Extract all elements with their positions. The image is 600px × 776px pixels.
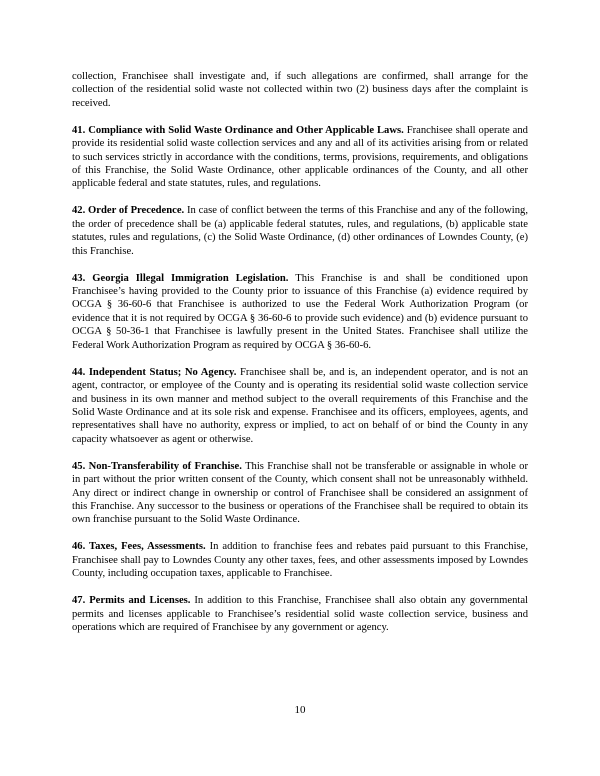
section-47-body: In addition to this Franchise, Franchisee shall also obtain any governmental permits and licenses applicable to Franchisee’s residential solid waste collection service, business and operations which are required of Franchisee by any government or agency. [72,595,528,633]
document-page [72,70,528,648]
section-41-body: Franchisee shall operate and provide its residential solid waste collection services and any and all of its activities arising from or related to such services strictly in accordance with the conditions, terms, provisions, requirements, and obligations of this Franchise, the Solid Waste Ordinance, other applicable ordinances of the County, and all other applicable federal and state statutes, rules, and regulations. [72,124,528,190]
section-43-heading: 43. Georgia Illegal Immigration Legislation. [72,272,289,284]
section-43 [72,272,528,352]
section-43-body: This Franchise is and shall be conditioned upon Franchisee’s having provided to the County prior to issuance of this Franchise (a) evidence required by OCGA § 36-60-6 that Franchisee is authorized to use the Federal Work Authorization Program (or evidence that it is not required by OCGA § 36-60-6 to provide such evidence) and (b) evidence pursuant to OCGA § 50-36-1 that Franchisee is lawfully present in the United States. Franchisee shall utilize the Federal Work Authorization Program as required by OCGA § 36-60-6. [72,272,528,351]
intro-paragraph: collection, Franchisee shall investigate and, if such allegations are confirmed, shall arrange for the collection of the residential solid waste not collected within two (2) business days after the complaint is received. [72,71,528,109]
section-42-heading: 42. Order of Precedence. [72,205,185,217]
section-45-heading: 45. Non-Transferability of Franchise. [72,460,242,472]
section-46-body: In addition to franchise fees and rebates paid pursuant to this Franchise, Franchisee shall pay to Lowndes County any other taxes, fees, and other assessments imposed by Lowndes County, including occupation taxes, applicable to Franchisee. [72,541,528,580]
section-44-body: Franchisee shall be, and is, an independent operator, and is not an agent, contractor, or employee of the County and is operating its residential solid waste collection service and business in its own manner and method subject to the overall requirements of this Franchise and the Solid Waste Ordinance and at its sole risk and expense. Franchisee and its officers, employees, agents, and representatives shall have no authority, express or implied, to act on behalf of or bind the County in any capacity whatsoever as agent or otherwise. [72,366,528,445]
section-45 [72,460,528,527]
section-42 [72,204,528,258]
section-41 [72,124,528,191]
page-number: 10 [294,704,306,716]
section-44 [72,366,528,446]
section-42-body: In case of conflict between the terms of this Franchise and any of the following, the order of precedence shall be (a) applicable federal statutes, rules, and regulations, (b) applicable state statutes, rules and regulations, (c) the Solid Waste Ordinance, (d) other ordinances of Lowndes County, (e) this Franchise. [72,205,528,257]
section-46-heading: 46. Taxes, Fees, Assessments. [72,541,206,553]
section-47-heading: 47. Permits and Licenses. [72,595,191,607]
section-46 [72,540,528,580]
section-44-heading: 44. Independent Status; No Agency. [72,366,237,378]
section-47 [72,594,528,634]
section-45-body: This Franchise shall not be transferable or assignable in whole or in part without the prior written consent of the County, which consent shall not be unreasonably withheld. Any direct or indirect change in ownership or control of Franchisee shall be considered an assignment of this Franchise. Any successor to the business or operations of the Franchisee shall be required to obtain its own franchise pursuant to the Solid Waste Ordinance. [72,460,528,526]
section-41-heading: 41. Compliance with Solid Waste Ordinance and Other Applicable Laws. [72,124,404,136]
